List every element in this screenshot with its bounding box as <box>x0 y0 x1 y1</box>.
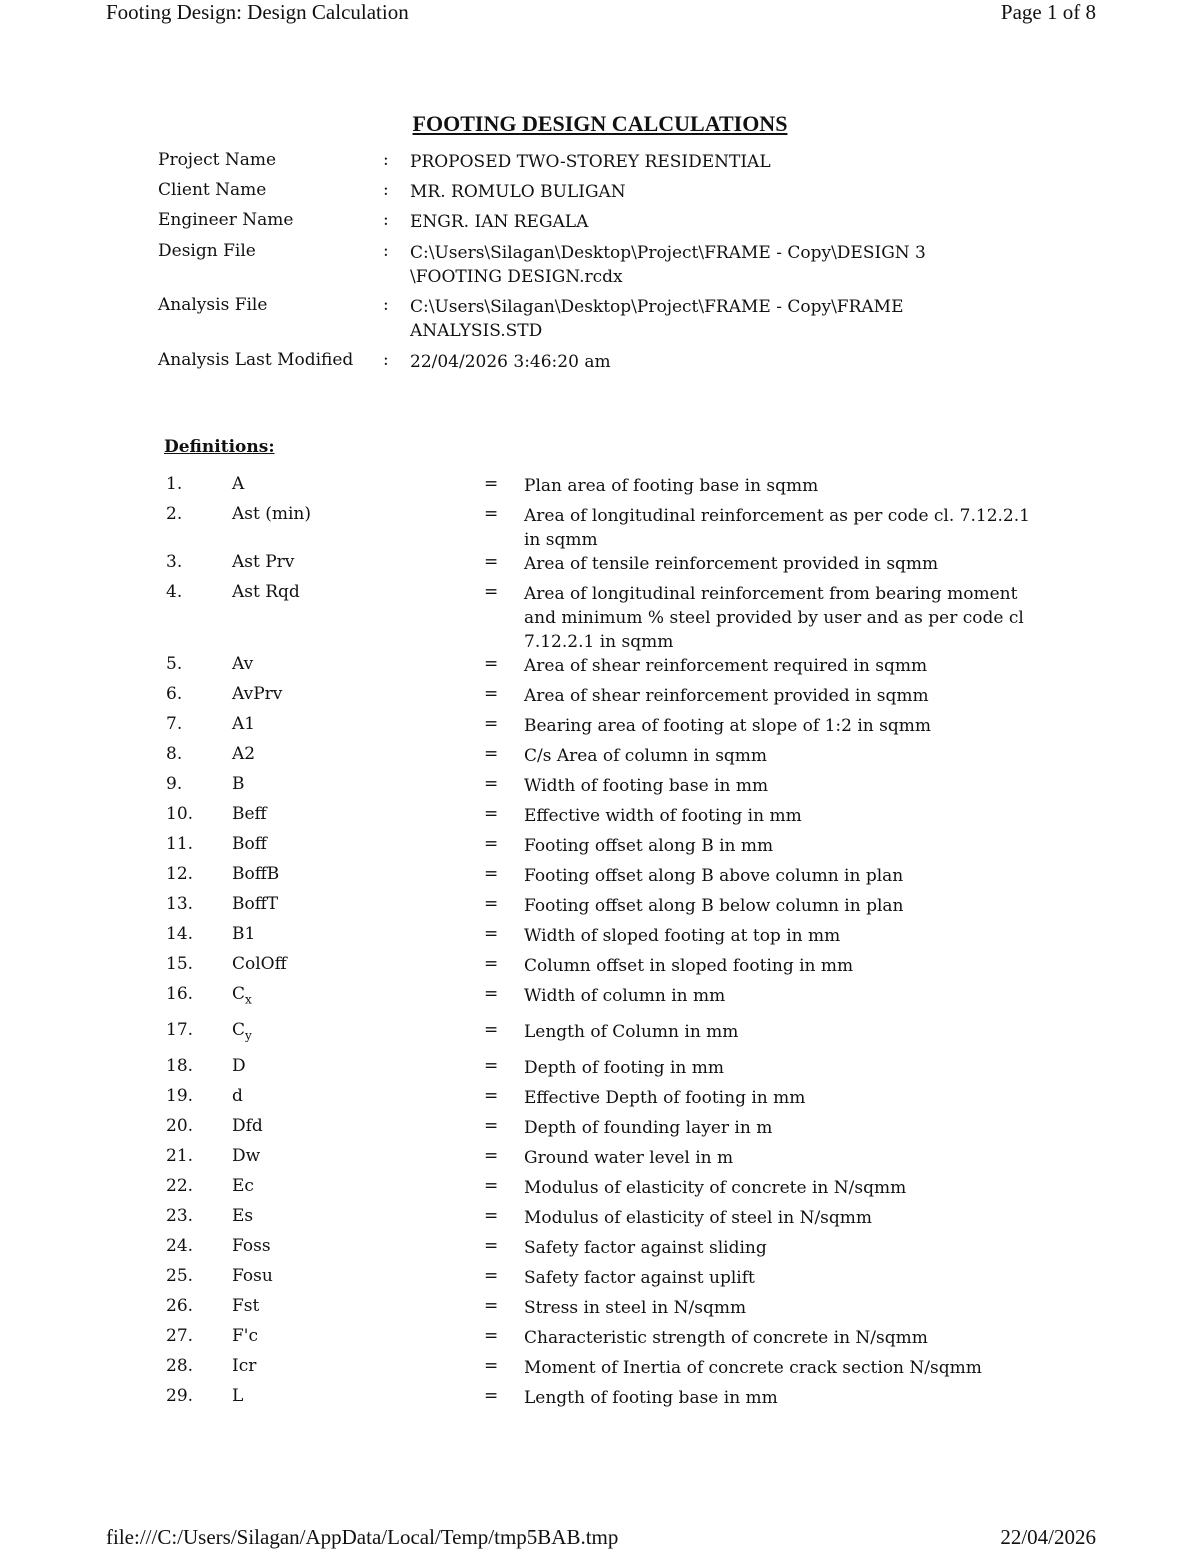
definition-row <box>166 744 1066 774</box>
definition-symbol-text: A2 <box>232 744 256 764</box>
definition-equals: = <box>484 864 499 884</box>
definition-symbol <box>232 804 267 824</box>
definition-row <box>166 552 1066 582</box>
definition-description: Footing offset along B below column in plan <box>524 896 904 916</box>
definition-description: Footing offset along B above column in plan <box>524 866 904 886</box>
definition-symbol <box>232 504 311 524</box>
definition-description: Length of Column in mm <box>524 1022 739 1042</box>
definition-row <box>166 1056 1066 1086</box>
definition-row <box>166 582 1066 654</box>
info-value: MR. ROMULO BULIGAN <box>410 182 626 202</box>
definition-description: Moment of Inertia of concrete crack section N/sqmm <box>524 1358 982 1378</box>
definition-description: Plan area of footing base in sqmm <box>524 476 819 496</box>
definition-description: Depth of founding layer in m <box>524 1118 773 1138</box>
definition-symbol <box>232 744 255 764</box>
definition-equals: = <box>484 894 499 914</box>
definition-description: Area of shear reinforcement required in sqmm <box>524 656 928 676</box>
definition-equals: = <box>484 1386 499 1406</box>
definition-symbol-text: B1 <box>232 924 256 944</box>
header-title: Footing Design: Design Calculation <box>106 0 409 24</box>
definition-symbol <box>232 924 255 944</box>
definition-equals: = <box>484 1056 499 1076</box>
info-label: Design File <box>158 241 256 261</box>
definition-number: 22. <box>166 1176 194 1196</box>
definition-symbol-text: C <box>232 984 246 1004</box>
definition-number: 26. <box>166 1296 194 1316</box>
definition-row <box>166 1386 1066 1416</box>
definition-symbol-text: C <box>232 1020 246 1040</box>
definition-symbol <box>232 954 287 974</box>
definition-equals: = <box>484 984 499 1004</box>
definition-symbol <box>232 1206 253 1226</box>
definition-description: Area of longitudinal reinforcement as per code cl. 7.12.2.1 in sqmm <box>524 506 1030 550</box>
definition-row <box>166 954 1066 984</box>
definition-symbol <box>232 1056 246 1076</box>
info-label: Project Name <box>158 150 277 170</box>
definition-symbol <box>232 1356 256 1376</box>
definition-equals: = <box>484 684 499 704</box>
definition-row <box>166 864 1066 894</box>
definition-symbol <box>232 684 282 704</box>
definition-number: 4. <box>166 582 183 602</box>
definition-symbol-subscript: x <box>245 992 252 1007</box>
definition-symbol-text: Boff <box>232 834 267 854</box>
definition-symbol-text: Dfd <box>232 1116 263 1136</box>
definition-symbol-text: AvPrv <box>232 684 283 704</box>
definition-symbol <box>232 474 244 494</box>
definition-equals: = <box>484 1356 499 1376</box>
definition-equals: = <box>484 1116 499 1136</box>
definition-symbol-text: Foss <box>232 1236 271 1256</box>
definition-number: 8. <box>166 744 183 764</box>
definition-equals: = <box>484 744 499 764</box>
definition-symbol <box>232 552 294 572</box>
definition-symbol <box>232 1386 243 1406</box>
definition-symbol <box>232 894 278 914</box>
definition-row <box>166 1236 1066 1266</box>
definition-symbol-text: BoffT <box>232 894 279 914</box>
definition-symbol <box>232 984 252 1006</box>
definition-symbol-text: Es <box>232 1206 254 1226</box>
definition-row <box>166 504 1066 552</box>
definition-equals: = <box>484 1020 499 1040</box>
definition-number: 9. <box>166 774 183 794</box>
definition-row <box>166 654 1066 684</box>
definition-row <box>166 924 1066 954</box>
definition-symbol-text: Fosu <box>232 1266 273 1286</box>
definition-symbol-text: d <box>232 1086 243 1106</box>
definition-symbol <box>232 1086 243 1106</box>
definition-number: 17. <box>166 1020 194 1040</box>
definition-description: Area of tensile reinforcement provided in sqmm <box>524 554 939 574</box>
definition-symbol <box>232 1176 254 1196</box>
page-header <box>106 0 1096 30</box>
definition-equals: = <box>484 1206 499 1226</box>
definitions-heading: Definitions: <box>164 437 275 457</box>
info-colon: : <box>383 150 389 170</box>
definition-description: Safety factor against uplift <box>524 1268 755 1288</box>
definition-row <box>166 894 1066 924</box>
info-colon: : <box>383 350 389 370</box>
definition-equals: = <box>484 1086 499 1106</box>
definition-equals: = <box>484 552 499 572</box>
info-label: Analysis File <box>158 295 268 315</box>
info-label: Engineer Name <box>158 210 294 230</box>
definition-number: 16. <box>166 984 194 1004</box>
definition-row <box>166 1326 1066 1356</box>
definition-number: 14. <box>166 924 194 944</box>
definition-number: 25. <box>166 1266 194 1286</box>
definition-number: 2. <box>166 504 183 524</box>
definitions-list <box>166 474 1066 1416</box>
definition-symbol-text: Ast Prv <box>232 552 295 572</box>
definition-description: Area of longitudinal reinforcement from bearing moment and minimum % steel provided by user and as per code cl 7.12.2.1 in sqmm <box>524 584 1024 652</box>
definition-description: Effective width of footing in mm <box>524 806 802 826</box>
info-value: C:\Users\Silagan\Desktop\Project\FRAME - Copy\FRAME ANALYSIS.STD <box>410 297 904 341</box>
info-label: Analysis Last Modified <box>158 350 354 370</box>
definition-number: 27. <box>166 1326 194 1346</box>
definition-equals: = <box>484 1176 499 1196</box>
definition-description: Bearing area of footing at slope of 1:2 in sqmm <box>524 716 931 736</box>
definition-symbol <box>232 834 267 854</box>
info-value: C:\Users\Silagan\Desktop\Project\FRAME - Copy\DESIGN 3 \FOOTING DESIGN.rcdx <box>410 243 926 287</box>
definition-symbol <box>232 582 300 602</box>
definition-equals: = <box>484 774 499 794</box>
definition-description: Effective Depth of footing in mm <box>524 1088 806 1108</box>
definition-description: Area of shear reinforcement provided in sqmm <box>524 686 929 706</box>
definition-number: 29. <box>166 1386 194 1406</box>
definition-symbol-text: F'c <box>232 1326 258 1346</box>
definition-symbol-text: Dw <box>232 1146 261 1166</box>
definition-equals: = <box>484 1326 499 1346</box>
definition-symbol-text: Beff <box>232 804 267 824</box>
definition-row <box>166 1146 1066 1176</box>
definition-number: 6. <box>166 684 183 704</box>
definition-row <box>166 1206 1066 1236</box>
definition-description: Width of sloped footing at top in mm <box>524 926 841 946</box>
definition-symbol-text: BoffB <box>232 864 280 884</box>
definition-number: 13. <box>166 894 194 914</box>
definition-description: Modulus of elasticity of steel in N/sqmm <box>524 1208 873 1228</box>
definition-description: C/s Area of column in sqmm <box>524 746 768 766</box>
definition-equals: = <box>484 1236 499 1256</box>
info-value: 22/04/2026 3:46:20 am <box>410 352 611 372</box>
definition-symbol <box>232 1020 252 1042</box>
definition-description: Characteristic strength of concrete in N/sqmm <box>524 1328 928 1348</box>
definition-row <box>166 474 1066 504</box>
definition-row <box>166 804 1066 834</box>
definition-number: 24. <box>166 1236 194 1256</box>
definition-symbol-text: Fst <box>232 1296 260 1316</box>
info-value: ENGR. IAN REGALA <box>410 212 589 232</box>
definition-row <box>166 1266 1066 1296</box>
definition-symbol <box>232 654 253 674</box>
definition-row <box>166 1020 1066 1056</box>
definition-symbol <box>232 1266 273 1286</box>
definition-symbol-text: Ast (min) <box>232 504 312 524</box>
definition-description: Width of column in mm <box>524 986 726 1006</box>
definition-row <box>166 834 1066 864</box>
definition-equals: = <box>484 504 499 524</box>
definition-symbol-text: Ast Rqd <box>232 582 300 602</box>
definition-equals: = <box>484 474 499 494</box>
definition-symbol <box>232 1146 260 1166</box>
file-path: file:///C:/Users/Silagan/AppData/Local/Temp/tmp5BAB.tmp <box>106 1525 619 1549</box>
definition-row <box>166 1296 1066 1326</box>
definition-description: Modulus of elasticity of concrete in N/sqmm <box>524 1178 907 1198</box>
definition-description: Stress in steel in N/sqmm <box>524 1298 747 1318</box>
definition-symbol-text: L <box>232 1386 244 1406</box>
definition-equals: = <box>484 1266 499 1286</box>
definition-row <box>166 714 1066 744</box>
definition-description: Ground water level in m <box>524 1148 734 1168</box>
info-value: PROPOSED TWO-STOREY RESIDENTIAL <box>410 152 771 172</box>
definition-number: 15. <box>166 954 194 974</box>
definition-symbol <box>232 714 255 734</box>
definition-equals: = <box>484 1146 499 1166</box>
definition-description: Footing offset along B in mm <box>524 836 774 856</box>
info-colon: : <box>383 180 389 200</box>
definition-description: Depth of footing in mm <box>524 1058 724 1078</box>
definition-equals: = <box>484 654 499 674</box>
definition-number: 11. <box>166 834 194 854</box>
definition-description: Length of footing base in mm <box>524 1388 778 1408</box>
definition-equals: = <box>484 582 499 602</box>
definition-number: 28. <box>166 1356 194 1376</box>
definition-equals: = <box>484 714 499 734</box>
definition-symbol-text: Icr <box>232 1356 257 1376</box>
definition-number: 10. <box>166 804 194 824</box>
definition-symbol <box>232 1326 258 1346</box>
definition-symbol <box>232 1116 263 1136</box>
definition-row <box>166 684 1066 714</box>
page-footer <box>106 1525 1096 1555</box>
definition-equals: = <box>484 804 499 824</box>
footer-date: 22/04/2026 <box>1000 1525 1096 1549</box>
definition-equals: = <box>484 1296 499 1316</box>
page-number: Page 1 of 8 <box>1000 0 1096 24</box>
definition-description: Safety factor against sliding <box>524 1238 767 1258</box>
definition-number: 18. <box>166 1056 194 1076</box>
definition-equals: = <box>484 834 499 854</box>
definition-row <box>166 984 1066 1020</box>
info-colon: : <box>383 295 389 315</box>
definition-symbol <box>232 864 279 884</box>
definition-number: 1. <box>166 474 183 494</box>
definition-number: 20. <box>166 1116 194 1136</box>
definition-symbol-text: A <box>232 474 245 494</box>
info-label: Client Name <box>158 180 267 200</box>
definition-description: Width of footing base in mm <box>524 776 769 796</box>
definition-description: Column offset in sloped footing in mm <box>524 956 854 976</box>
definition-row <box>166 1356 1066 1386</box>
definition-symbol <box>232 1236 271 1256</box>
definition-equals: = <box>484 954 499 974</box>
definition-symbol <box>232 774 245 794</box>
definition-number: 23. <box>166 1206 194 1226</box>
definition-number: 5. <box>166 654 183 674</box>
document-title: FOOTING DESIGN CALCULATIONS <box>412 111 788 136</box>
definition-equals: = <box>484 924 499 944</box>
definition-row <box>166 1116 1066 1146</box>
definition-symbol <box>232 1296 259 1316</box>
definition-symbol-text: ColOff <box>232 954 287 974</box>
info-colon: : <box>383 241 389 261</box>
definition-symbol-subscript: y <box>245 1028 252 1043</box>
definition-number: 3. <box>166 552 183 572</box>
definition-row <box>166 774 1066 804</box>
definition-number: 19. <box>166 1086 194 1106</box>
definition-number: 21. <box>166 1146 194 1166</box>
definition-number: 7. <box>166 714 183 734</box>
definition-symbol-text: B <box>232 774 245 794</box>
definition-symbol-text: Ec <box>232 1176 254 1196</box>
definition-number: 12. <box>166 864 194 884</box>
definition-symbol-text: Av <box>232 654 254 674</box>
definition-symbol-text: A1 <box>232 714 256 734</box>
definition-symbol-text: D <box>232 1056 246 1076</box>
definition-row <box>166 1176 1066 1206</box>
info-colon: : <box>383 210 389 230</box>
definition-row <box>166 1086 1066 1116</box>
